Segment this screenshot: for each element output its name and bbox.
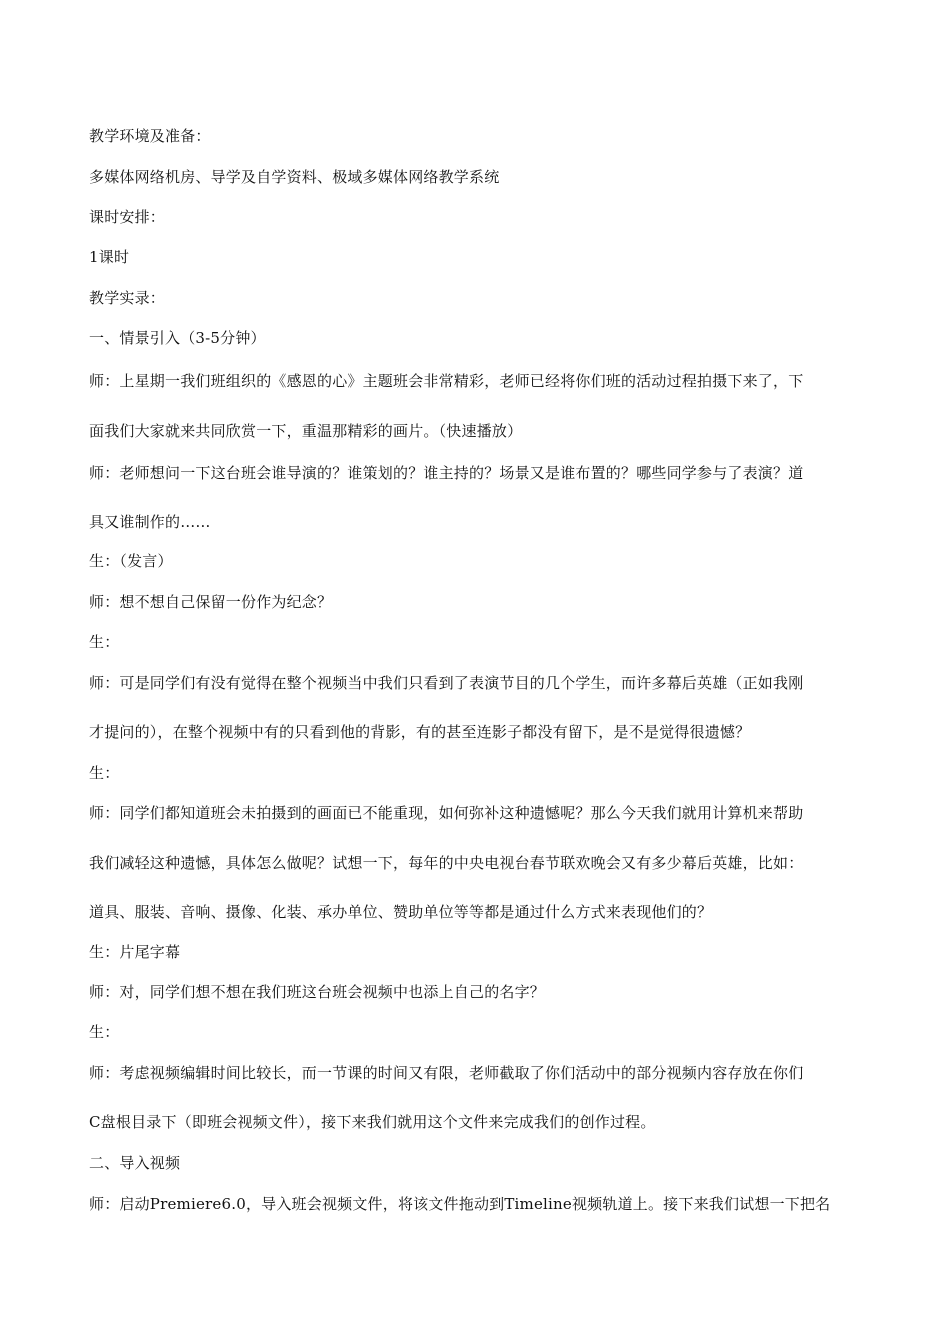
paragraph-line: 生： bbox=[89, 764, 120, 782]
paragraph-line: 具又谁制作的…… bbox=[89, 513, 211, 531]
paragraph-line: 师：同学们都知道班会未拍摄到的画面已不能重现，如何弥补这种遗憾呢？那么今天我们就用计算机来帮助 bbox=[89, 804, 804, 822]
paragraph-line: 生：（发言） bbox=[89, 552, 173, 570]
paragraph-line: 师：考虑视频编辑时间比较长，而一节课的时间又有限，老师截取了你们活动中的部分视频内容存放在你们 bbox=[89, 1064, 804, 1082]
paragraph-line: 才提问的），在整个视频中有的只看到他的背影，有的甚至连影子都没有留下，是不是觉得很遗憾？ bbox=[89, 723, 751, 741]
text-line-env-heading: 教学环境及准备： bbox=[89, 127, 211, 145]
section-heading-intro: 一、情景引入（3-5分钟） bbox=[89, 329, 266, 347]
text-line-record-heading: 教学实录： bbox=[89, 289, 166, 307]
paragraph-line: 面我们大家就来共同欣赏一下，重温那精彩的画片。（快速播放） bbox=[89, 422, 523, 440]
paragraph-line: 师：上星期一我们班组织的《感恩的心》主题班会非常精彩，老师已经将你们班的活动过程拍摄下来了，下 bbox=[89, 372, 804, 390]
paragraph-line: 师：对，同学们想不想在我们班这台班会视频中也添上自己的名字？ bbox=[89, 983, 546, 1001]
paragraph-line: 师：可是同学们有没有觉得在整个视频当中我们只看到了表演节目的几个学生，而许多幕后英雄（正如我刚 bbox=[89, 674, 804, 692]
text-line-schedule-heading: 课时安排： bbox=[89, 208, 166, 226]
paragraph-line: 师：老师想问一下这台班会谁导演的？谁策划的？谁主持的？场景又是谁布置的？哪些同学参与了表演？道 bbox=[89, 464, 804, 482]
paragraph-line: 道具、服装、音响、摄像、化装、承办单位、赞助单位等等都是通过什么方式来表现他们的？ bbox=[89, 903, 713, 921]
paragraph-line: 师：想不想自己保留一份作为纪念？ bbox=[89, 593, 333, 611]
text-line-schedule-content: 1课时 bbox=[89, 248, 130, 266]
paragraph-line: 师：启动Premiere6.0，导入班会视频文件，将该文件拖动到Timeline视频轨道上。接下来我们试想一下把名 bbox=[89, 1195, 831, 1213]
section-heading-import: 二、导入视频 bbox=[89, 1154, 181, 1172]
paragraph-line: 生：片尾字幕 bbox=[89, 943, 181, 961]
paragraph-line: 生： bbox=[89, 1023, 120, 1041]
text-line-env-content: 多媒体网络机房、导学及自学资料、极域多媒体网络教学系统 bbox=[89, 168, 500, 186]
paragraph-line: 我们减轻这种遗憾，具体怎么做呢？试想一下，每年的中央电视台春节联欢晚会又有多少幕后英雄，比如： bbox=[89, 854, 804, 872]
paragraph-line: 生： bbox=[89, 633, 120, 651]
paragraph-line: C盘根目录下（即班会视频文件），接下来我们就用这个文件来完成我们的创作过程。 bbox=[89, 1113, 656, 1131]
